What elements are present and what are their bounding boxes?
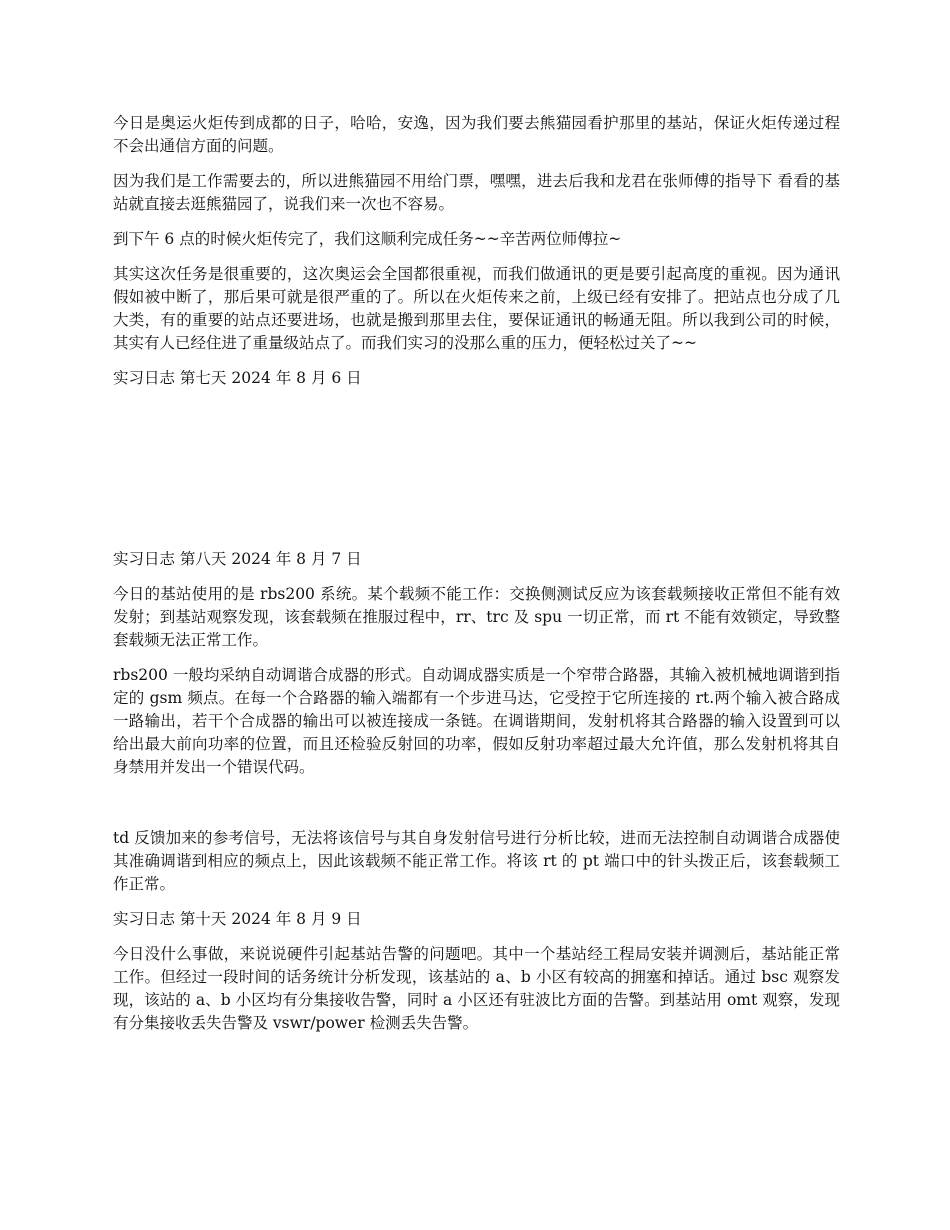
paragraph-td-feedback: td 反馈加来的参考信号，无法将该信号与其自身发射信号进行分析比较，进而无法控制自动调谐合成器使其准确调谐到相应的频点上，因此该载频不能正常工作。将该 rt 的 pt 端口中的针头拨正后，该套载频工作正常。	[113, 829, 840, 893]
log-heading-day-8: 实习日志 第八天 2024 年 8 月 7 日	[113, 550, 362, 568]
blank-space	[113, 402, 840, 548]
blank-space	[113, 791, 840, 827]
paragraph-task-complete: 到下午 6 点的时候火炬传完了，我们这顺利完成任务~~辛苦两位师傅拉~	[113, 230, 622, 248]
paragraph-task-importance: 其实这次任务是很重要的，这次奥运会全国都很重视，而我们做通讯的更是要引起高度的重视。因为通讯假如被中断了，那后果可就是很严重的了。所以在火炬传来之前，上级已经有安排了。把站点也分成了几大类，有的重要的站点还要进场，也就是搬到那里去住，要保证通讯的畅通无阻。所以我到公司的时候，其实有人已经住进了重量级站点了。而我们实习的没那么重的压力，便轻松过关了~~	[113, 265, 840, 352]
log-heading-day-7: 实习日志 第七天 2024 年 8 月 6 日	[113, 369, 362, 387]
paragraph-torch-relay-intro: 今日是奥运火炬传到成都的日子，哈哈，安逸，因为我们要去熊猫园看护那里的基站，保证火炬传递过程不会出通信方面的问题。	[113, 114, 840, 155]
paragraph-rbs200-combiner: rbs200 一般均采纳自动调谐合成器的形式。自动调成器实质是一个窄带合路器，其输入被机械地调谐到指定的 gsm 频点。在每一个合路器的输入端都有一个步进马达，它受控于它所连接的 rt.两个输入被合路成一路输出，若干个合成器的输出可以被连接成一条链。在调谐期间，发射机将其合路器的输入设置到可以给出最大前向功率的位置，而且还检验反射回的功率，假如反射功率超过最大允许值，那么发射机将其自身禁用并发出一个错误代码。	[113, 666, 840, 776]
paragraph-hardware-alarm: 今日没什么事做，来说说硬件引起基站告警的问题吧。其中一个基站经工程局安装并调测后，基站能正常工作。但经过一段时间的话务统计分析发现，该基站的 a、b 小区有较高的拥塞和掉话。通过 bsc 观察发现，该站的 a、b 小区均有分集接收告警，同时 a 小区还有驻波比方面的告警。到基站用 omt 观察，发现有分集接收丢失告警及 vswr/power 检测丢失告警。	[113, 945, 840, 1032]
paragraph-panda-park: 因为我们是工作需要去的，所以进熊猫园不用给门票，嘿嘿，进去后我和龙君在张师傅的指导下 看看的基站就直接去逛熊猫园了，说我们来一次也不容易。	[113, 172, 840, 213]
document-page	[113, 112, 840, 1047]
paragraph-rbs200-fault: 今日的基站使用的是 rbs200 系统。某个载频不能工作：交换侧测试反应为该套载频接收正常但不能有效发射；到基站观察发现，该套载频在推服过程中，rr、trc 及 spu 一切正常，而 rt 不能有效锁定，导致整套载频无法正常工作。	[113, 585, 840, 649]
log-heading-day-10: 实习日志 第十天 2024 年 8 月 9 日	[113, 910, 362, 928]
